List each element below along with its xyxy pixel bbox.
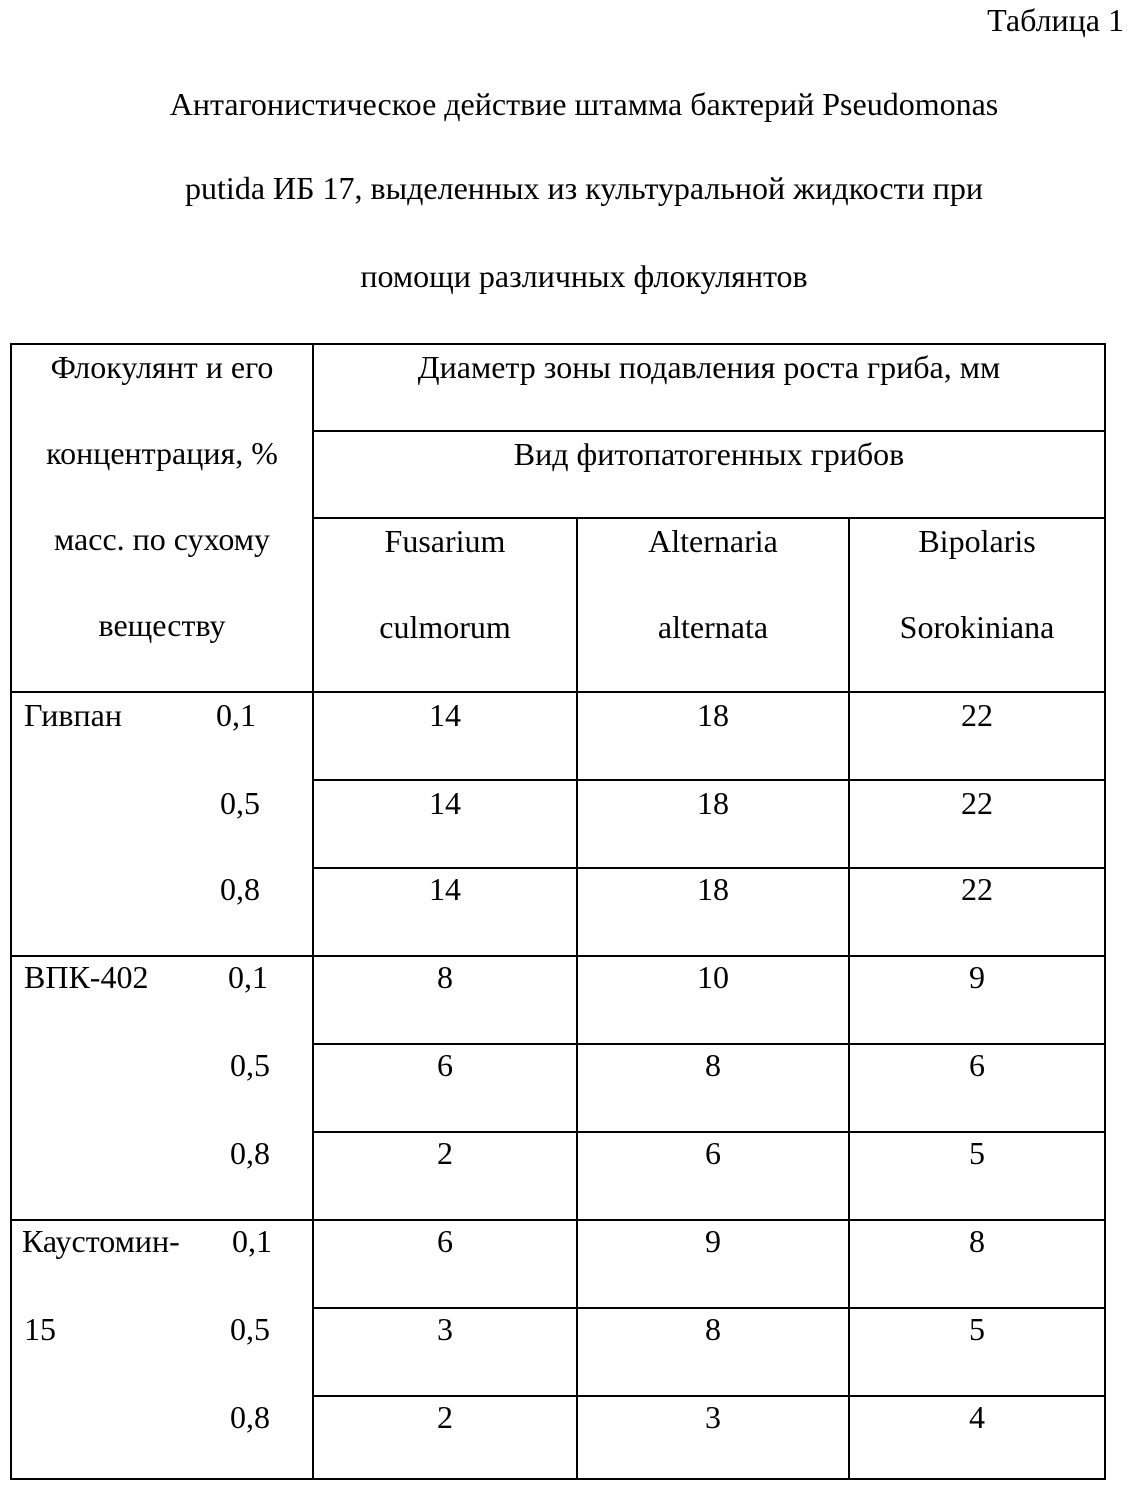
header-flocculant-line-3: масс. по сухому xyxy=(12,521,312,558)
flocculant-name: Гивпан xyxy=(24,697,122,734)
species-alternaria-genus: Alternaria xyxy=(578,523,848,560)
species-bipolaris-epithet: Sorokiniana xyxy=(850,609,1104,646)
value-cell: 6 xyxy=(850,1047,1104,1084)
row-divider xyxy=(312,1043,1106,1045)
row-divider xyxy=(312,1131,1106,1133)
table-left-border xyxy=(10,343,12,1480)
header-divider-1 xyxy=(312,430,1106,432)
value-cell: 9 xyxy=(578,1223,848,1260)
table-top-border xyxy=(10,343,1106,345)
header-flocculant-line-4: веществу xyxy=(12,607,312,644)
header-species-label: Вид фитопатогенных грибов xyxy=(314,436,1104,473)
value-cell: 4 xyxy=(850,1399,1104,1436)
value-cell: 22 xyxy=(850,697,1104,734)
row-divider xyxy=(312,867,1106,869)
header-divider-2 xyxy=(312,517,1106,519)
value-cell: 22 xyxy=(850,871,1104,908)
value-cell: 3 xyxy=(314,1311,576,1348)
value-cell: 18 xyxy=(578,697,848,734)
value-cell: 22 xyxy=(850,785,1104,822)
species-alternaria-epithet: alternata xyxy=(578,609,848,646)
species-bipolaris-genus: Bipolaris xyxy=(850,523,1104,560)
row-divider xyxy=(312,1395,1106,1397)
species-fusarium-epithet: culmorum xyxy=(314,609,576,646)
title-line-3: помощи различных флокулянтов xyxy=(20,258,1128,295)
concentration: 0,5 xyxy=(230,1047,270,1084)
table-caption: Таблица 1 xyxy=(987,2,1124,39)
concentration: 0,1 xyxy=(232,1223,272,1260)
flocculant-name-continued: 15 xyxy=(24,1311,56,1348)
concentration: 0,1 xyxy=(228,959,268,996)
col-divider-left xyxy=(312,343,314,1480)
value-cell: 18 xyxy=(578,785,848,822)
concentration: 0,8 xyxy=(230,1135,270,1172)
concentration: 0,5 xyxy=(230,1311,270,1348)
value-cell: 10 xyxy=(578,959,848,996)
header-flocculant-line-1: Флокулянт и его xyxy=(12,349,312,386)
row-divider xyxy=(312,779,1106,781)
value-cell: 14 xyxy=(314,871,576,908)
value-cell: 5 xyxy=(850,1135,1104,1172)
group-divider-1 xyxy=(10,955,1106,957)
header-bottom-border xyxy=(10,691,1106,693)
header-flocculant-line-2: концентрация, % xyxy=(12,435,312,472)
value-cell: 6 xyxy=(578,1135,848,1172)
value-cell: 8 xyxy=(850,1223,1104,1260)
concentration: 0,8 xyxy=(220,871,260,908)
value-cell: 8 xyxy=(314,959,576,996)
species-fusarium-genus: Fusarium xyxy=(314,523,576,560)
value-cell: 14 xyxy=(314,785,576,822)
value-cell: 5 xyxy=(850,1311,1104,1348)
flocculant-name: Каустомин- xyxy=(22,1223,180,1260)
group-divider-2 xyxy=(10,1219,1106,1221)
value-cell: 2 xyxy=(314,1399,576,1436)
value-cell: 6 xyxy=(314,1223,576,1260)
value-cell: 2 xyxy=(314,1135,576,1172)
title-line-1: Антагонистическое действие штамма бактерий Pseudomonas xyxy=(20,86,1128,123)
value-cell: 14 xyxy=(314,697,576,734)
concentration: 0,1 xyxy=(216,697,256,734)
value-cell: 18 xyxy=(578,871,848,908)
table-right-border xyxy=(1104,343,1106,1480)
data-table xyxy=(10,343,1106,1480)
value-cell: 3 xyxy=(578,1399,848,1436)
value-cell: 8 xyxy=(578,1311,848,1348)
value-cell: 6 xyxy=(314,1047,576,1084)
title-line-2: putida ИБ 17, выделенных из культуральной жидкости при xyxy=(20,170,1128,207)
value-cell: 9 xyxy=(850,959,1104,996)
header-diameter: Диаметр зоны подавления роста гриба, мм xyxy=(314,349,1104,386)
value-cell: 8 xyxy=(578,1047,848,1084)
table-bottom-border xyxy=(10,1478,1106,1480)
flocculant-name: ВПК-402 xyxy=(24,959,148,996)
concentration: 0,5 xyxy=(220,785,260,822)
row-divider xyxy=(312,1307,1106,1309)
concentration: 0,8 xyxy=(230,1399,270,1436)
